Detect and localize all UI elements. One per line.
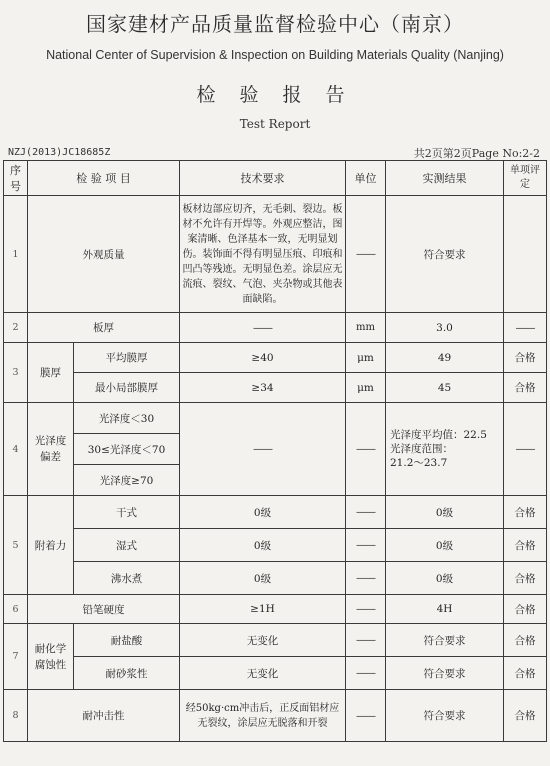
table-row: [4, 529, 547, 562]
row-no: 2: [4, 313, 28, 343]
row-no: 5: [4, 496, 28, 595]
table-header-row: [4, 161, 547, 196]
table-row: [4, 562, 547, 595]
result: 0级: [386, 529, 504, 562]
group-name: 光泽度偏差: [28, 403, 74, 496]
item-name: 30≤光泽度＜70: [74, 434, 180, 465]
judgement: ——: [504, 403, 547, 496]
requirement-text: 板材边部应切齐，无毛刺、裂边。板材不允许有开焊等。外观应整洁，图案清晰、色泽基本一致，无明显划伤。装饰面不得有明显压痕、印痕和凹凸等残迹。无明显色差。涂层应无流痕、裂纹、气泡、夹杂物或其他表面缺陷。: [180, 196, 346, 313]
table-row: [4, 496, 547, 529]
table-row: [4, 313, 547, 343]
report-number: NZJ(2013)JC18685Z: [8, 147, 111, 158]
item-name: 耐冲击性: [28, 690, 180, 742]
row-no: 3: [4, 343, 28, 403]
result-line: 光泽度范围：: [390, 443, 453, 455]
requirement: ≥1H: [180, 595, 346, 624]
table-row: [4, 595, 547, 624]
unit: ——: [346, 196, 386, 313]
result: 符合要求: [386, 690, 504, 742]
judgement: 合格: [504, 562, 547, 595]
result: 0级: [386, 496, 504, 529]
requirement: 无变化: [180, 657, 346, 690]
table-row: [4, 196, 547, 313]
report-title-cn: 检 验 报 告: [196, 84, 354, 106]
unit: μm: [346, 373, 386, 403]
center-name-cn: 国家建材产品质量监督检验中心（南京）: [86, 12, 464, 36]
table-row: [4, 690, 547, 742]
item-name: 干式: [74, 496, 180, 529]
item-name: 沸水煮: [74, 562, 180, 595]
item-name: 外观质量: [28, 196, 180, 313]
requirement: 0级: [180, 529, 346, 562]
unit: ——: [346, 595, 386, 624]
item-name: 最小局部膜厚: [74, 373, 180, 403]
requirement: 0级: [180, 496, 346, 529]
judgement: 合格: [504, 529, 547, 562]
judgement: [504, 196, 547, 313]
col-no: 序号: [4, 161, 28, 196]
result: 4H: [386, 595, 504, 624]
unit: mm: [346, 313, 386, 343]
unit: ——: [346, 657, 386, 690]
unit: ——: [346, 624, 386, 657]
report-title-en: Test Report: [239, 117, 311, 131]
judgement: 合格: [504, 595, 547, 624]
unit: ——: [346, 562, 386, 595]
result: 符合要求: [386, 196, 504, 313]
col-result: 实测结果: [386, 161, 504, 196]
center-name-en: National Center of Supervision & Inspection on Building Materials Quality (Nanjing): [46, 48, 504, 62]
judgement: 合格: [504, 690, 547, 742]
result: 3.0: [386, 313, 504, 343]
table-row: [4, 657, 547, 690]
requirement: ≥40: [180, 343, 346, 373]
requirement: 无变化: [180, 624, 346, 657]
result: 符合要求: [386, 624, 504, 657]
row-no: 1: [4, 196, 28, 313]
judgement: 合格: [504, 657, 547, 690]
result-line: 21.2～23.7: [390, 457, 448, 469]
item-name: 铅笔硬度: [28, 595, 180, 624]
requirement: 0级: [180, 562, 346, 595]
result: [386, 403, 504, 496]
unit: ——: [346, 496, 386, 529]
result: 0级: [386, 562, 504, 595]
judgement: 合格: [504, 624, 547, 657]
table-row: [4, 624, 547, 657]
table-row: [4, 373, 547, 403]
table-row: [4, 343, 547, 373]
col-judge: 单项评定: [504, 161, 547, 196]
group-name: 附着力: [28, 496, 74, 595]
item-name: 湿式: [74, 529, 180, 562]
judgement: 合格: [504, 373, 547, 403]
unit: ——: [346, 529, 386, 562]
requirement: ——: [180, 403, 346, 496]
judgement: 合格: [504, 496, 547, 529]
result-line: 光泽度平均值：22.5: [390, 429, 487, 441]
unit: ——: [346, 690, 386, 742]
row-no: 6: [4, 595, 28, 624]
group-name: 耐化学腐蚀性: [28, 624, 74, 690]
judgement: 合格: [504, 343, 547, 373]
row-no: 7: [4, 624, 28, 690]
requirement: ——: [180, 313, 346, 343]
requirement-text: 经50kg·cm冲击后，正反面铝材应无裂纹，涂层应无脱落和开裂: [180, 690, 346, 742]
unit: ——: [346, 403, 386, 496]
judgement: ——: [504, 313, 547, 343]
requirement: ≥34: [180, 373, 346, 403]
table-row: [4, 403, 547, 434]
result: 49: [386, 343, 504, 373]
item-name: 耐砂浆性: [74, 657, 180, 690]
result: 45: [386, 373, 504, 403]
row-no: 8: [4, 690, 28, 742]
item-name: 光泽度＜30: [74, 403, 180, 434]
col-unit: 单位: [346, 161, 386, 196]
group-name: 膜厚: [28, 343, 74, 403]
inspection-table: [3, 160, 547, 742]
result: 符合要求: [386, 657, 504, 690]
page-info: 共2页第2页Page No:2-2: [413, 147, 540, 160]
col-item: 检 验 项 目: [28, 161, 180, 196]
item-name: 板厚: [28, 313, 180, 343]
item-name: 平均膜厚: [74, 343, 180, 373]
unit: μm: [346, 343, 386, 373]
row-no: 4: [4, 403, 28, 496]
item-name: 光泽度≥70: [74, 465, 180, 496]
col-requirement: 技术要求: [180, 161, 346, 196]
item-name: 耐盐酸: [74, 624, 180, 657]
